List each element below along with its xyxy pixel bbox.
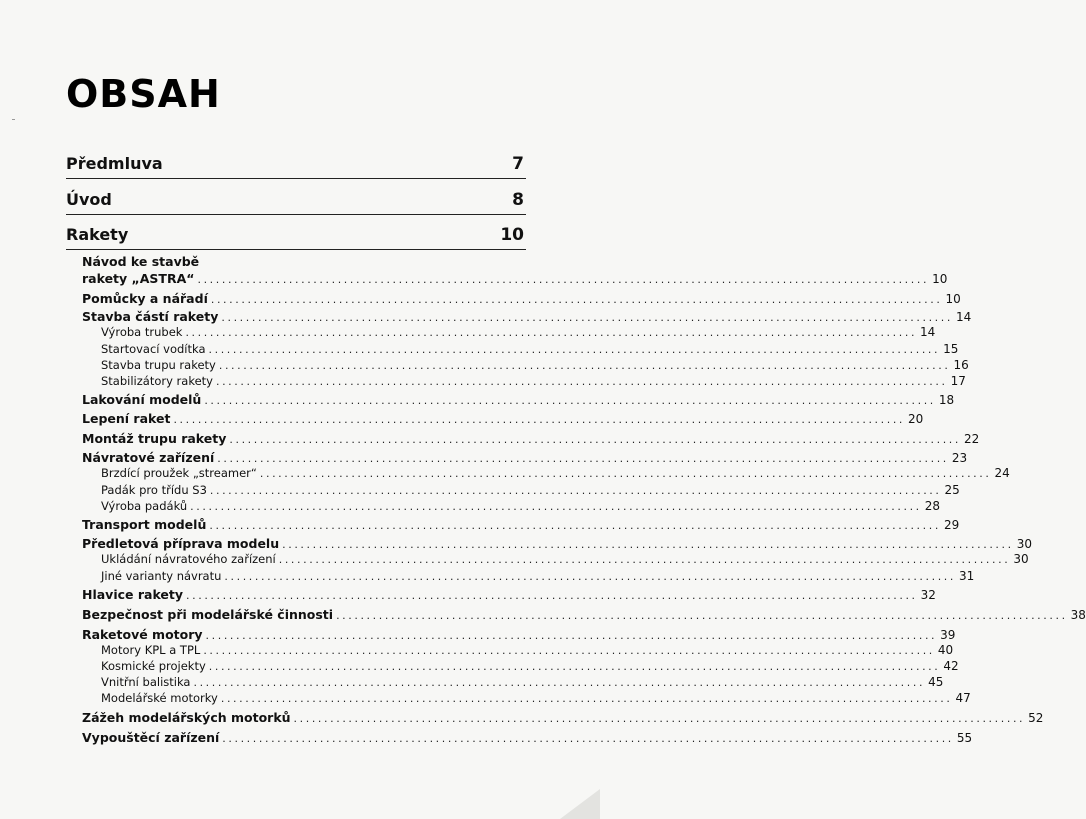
dot-leader: ........................................................................................................................ <box>204 394 936 407</box>
dot-leader: ........................................................................................................................ <box>336 609 1068 622</box>
toc-entry[interactable] <box>82 607 1086 623</box>
toc-entry-page-number: 52 <box>1028 711 1044 725</box>
toc-entry[interactable] <box>101 358 969 374</box>
toc-entry-page-number: 42 <box>943 659 959 673</box>
toc-entry-page-number: 30 <box>1013 552 1029 566</box>
toc-entry[interactable] <box>82 536 1032 552</box>
dot-leader: ........................................................................................................................ <box>222 732 954 745</box>
toc-entry-label: Startovací vodítka <box>101 342 206 356</box>
dot-leader: ........................................................................................................................ <box>209 484 942 497</box>
toc-entry[interactable] <box>101 466 1010 482</box>
toc-entry-label: Jiné varianty návratu <box>101 569 222 583</box>
toc-entry[interactable] <box>82 627 956 643</box>
dot-leader: ........................................................................................................................ <box>193 676 926 689</box>
dot-leader: ........................................................................................................................ <box>221 311 953 324</box>
dot-leader: ........................................................................................................................ <box>186 589 918 602</box>
toc-entry-page-number: 23 <box>951 451 968 465</box>
dot-leader: ........................................................................................................................ <box>293 712 1026 725</box>
toc-entry-label: Předletová příprava modelu <box>82 536 280 551</box>
toc-entry-page-number: 24 <box>994 466 1010 480</box>
toc-entry-label: Motory KPL a TPL <box>101 643 201 657</box>
toc-entry-page-number: 16 <box>953 358 969 372</box>
toc-entry-label: Hlavice rakety <box>82 587 184 602</box>
toc-entry-label: Stavba trupu rakety <box>101 358 216 372</box>
toc-entry-label: Brzdící proužek „streamer“ <box>101 466 257 480</box>
toc-entry-label-line1: Návod ke stavbě <box>82 254 200 269</box>
chapter-page-number: 10 <box>500 225 524 245</box>
toc-entry[interactable] <box>101 499 941 515</box>
toc-entry-label: Návratové zařízení <box>82 450 215 465</box>
toc-entry-label: Montáž trupu rakety <box>82 431 227 446</box>
toc-entry-page-number: 47 <box>955 691 971 705</box>
dot-leader: ........................................................................................................................ <box>185 326 918 339</box>
toc-entry-label: Vnitřní balistika <box>101 675 191 689</box>
toc-entry-label: Lepení raket <box>82 411 171 426</box>
toc-entry-page-number: 30 <box>1016 537 1032 551</box>
toc-entry-page-number: 29 <box>943 518 960 532</box>
scan-speck <box>12 119 15 120</box>
toc-entry-label: Bezpečnost při modelářské činnosti <box>82 607 334 622</box>
dot-leader: ........................................................................................................................ <box>224 570 956 583</box>
toc-entry-page-number: 45 <box>928 675 944 689</box>
toc-entry[interactable] <box>101 659 959 675</box>
toc-entry-page-number: 14 <box>920 325 936 339</box>
toc-entry-label: rakety „ASTRA“ <box>82 271 195 286</box>
toc-entry-label: Stabilizátory rakety <box>101 374 213 388</box>
toc-entry-label: Padák pro třídu S3 <box>101 483 207 497</box>
toc-entry-page-number: 31 <box>959 569 975 583</box>
toc-entry-page-number: 25 <box>944 483 960 497</box>
toc-entry-page-number: 14 <box>955 310 972 324</box>
toc-entry-label: Výroba trubek <box>101 325 183 339</box>
dot-leader: ........................................................................................................................ <box>229 433 961 446</box>
toc-entry-label: Vypouštěcí zařízení <box>82 730 220 745</box>
toc-entry[interactable] <box>101 569 975 585</box>
dot-leader: ........................................................................................................................ <box>208 343 941 356</box>
toc-entry[interactable] <box>101 675 944 691</box>
dot-leader: ........................................................................................................................ <box>220 692 953 705</box>
toc-entry[interactable] <box>82 271 948 287</box>
dot-leader: ........................................................................................................................ <box>208 660 941 673</box>
toc-entry-page-number: 15 <box>943 342 959 356</box>
chapter-label: Úvod <box>66 190 112 209</box>
toc-entry[interactable] <box>101 691 971 707</box>
toc-entry-label: Kosmické projekty <box>101 659 206 673</box>
toc-entry-page-number: 22 <box>963 432 980 446</box>
toc-entry[interactable] <box>82 710 1044 726</box>
chapter-page-number: 7 <box>512 154 524 174</box>
dot-leader: ........................................................................................................................ <box>209 519 941 532</box>
toc-entry-page-number: 55 <box>956 731 973 745</box>
toc-entry[interactable] <box>101 374 966 390</box>
toc-entry-label: Výroba padáků <box>101 499 188 513</box>
toc-entry[interactable] <box>101 483 960 499</box>
toc-entry-page-number: 28 <box>924 499 941 513</box>
toc-entry[interactable] <box>82 450 968 466</box>
toc-entry[interactable] <box>101 552 1029 568</box>
toc-entry[interactable] <box>101 342 959 358</box>
toc-entry-label: Pomůcky a nářadí <box>82 291 208 306</box>
toc-chapter-predmluva[interactable] <box>66 154 526 179</box>
toc-entry-label: Stavba částí rakety <box>82 309 219 324</box>
page-title: OBSAH <box>66 72 221 116</box>
dot-leader: ........................................................................................................................ <box>278 553 1011 566</box>
toc-entry[interactable] <box>82 392 955 408</box>
dot-leader: ........................................................................................................................ <box>203 644 935 657</box>
toc-chapter-rakety[interactable] <box>66 225 526 250</box>
toc-entry-page-number: 18 <box>938 393 955 407</box>
toc-entry-page-number: 40 <box>937 643 954 657</box>
chapter-page-number: 8 <box>512 190 524 210</box>
dot-leader: ........................................................................................................................ <box>259 467 992 480</box>
toc-entry-page-number: 32 <box>920 588 936 602</box>
dot-leader: ........................................................................................................................ <box>173 413 906 426</box>
toc-chapter-uvod[interactable] <box>66 190 526 215</box>
toc-entry[interactable] <box>82 517 960 533</box>
toc-entry-label: Raketové motory <box>82 627 203 642</box>
chapter-label: Předmluva <box>66 154 163 173</box>
chapter-label: Rakety <box>66 225 129 244</box>
dot-leader: ........................................................................................................................ <box>282 538 1014 551</box>
toc-entry-label: Lakování modelů <box>82 392 202 407</box>
toc-entry[interactable] <box>101 325 936 341</box>
toc-entry-page-number: 17 <box>950 374 966 388</box>
dot-leader: ........................................................................................................................ <box>197 273 930 286</box>
toc-entry[interactable] <box>101 643 954 659</box>
toc-entry[interactable] <box>82 411 924 427</box>
dot-leader: ........................................................................................................................ <box>218 359 951 372</box>
toc-entry-page-number: 20 <box>908 412 924 426</box>
toc-entry[interactable] <box>82 309 972 325</box>
toc-entry[interactable] <box>82 291 961 307</box>
toc-entry[interactable] <box>82 587 936 603</box>
toc-entry-page-number: 39 <box>940 628 956 642</box>
dot-leader: ........................................................................................................................ <box>190 500 922 513</box>
toc-entry-page-number: 38 <box>1070 608 1086 622</box>
toc-entry-label: Zážeh modelářských motorků <box>82 710 291 725</box>
toc-entry-label: Modelářské motorky <box>101 691 218 705</box>
dot-leader: ........................................................................................................................ <box>217 452 949 465</box>
dot-leader: ........................................................................................................................ <box>205 629 938 642</box>
dot-leader: ........................................................................................................................ <box>215 375 948 388</box>
page-corner-shadow <box>560 789 600 819</box>
toc-entry-page-number: 10 <box>932 272 948 286</box>
dot-leader: ........................................................................................................................ <box>210 293 943 306</box>
toc-entry-page-number: 10 <box>945 292 961 306</box>
toc-entry-label: Ukládání návratového zařízení <box>101 552 276 566</box>
toc-entry[interactable] <box>82 431 980 447</box>
toc-entry[interactable] <box>82 730 973 746</box>
toc-entry-label: Transport modelů <box>82 517 207 532</box>
